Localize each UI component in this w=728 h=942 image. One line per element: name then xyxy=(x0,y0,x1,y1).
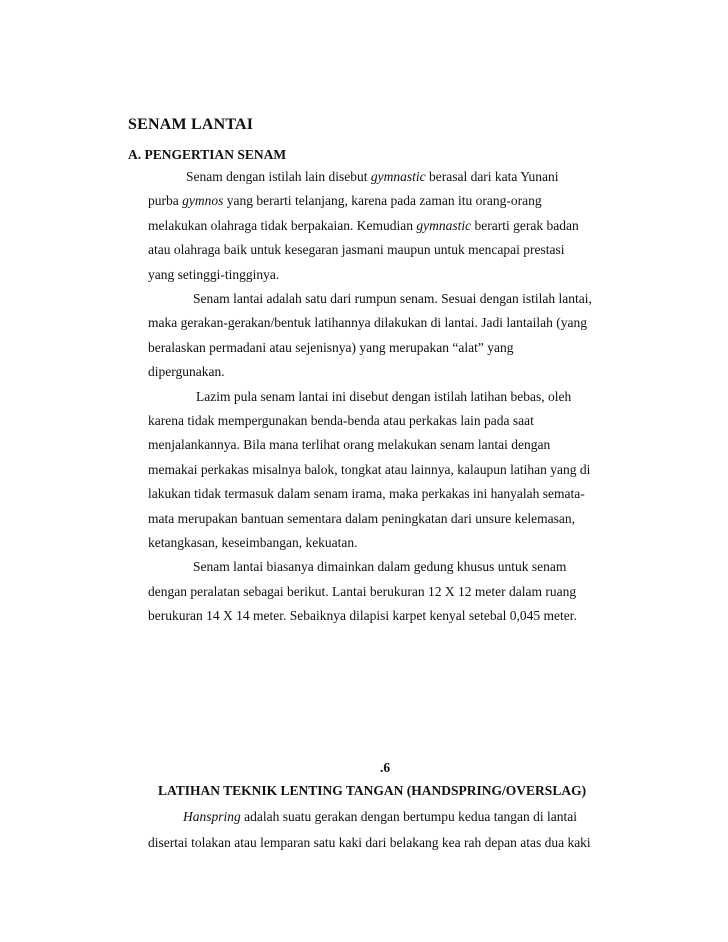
italic-term: gymnos xyxy=(182,193,224,209)
text-line xyxy=(148,436,550,454)
text-segment: adalah suatu gerakan dengan bertumpu kedua tangan di lantai xyxy=(240,809,578,824)
text-segment: beralaskan permadani atau sejenisnya) yang merupakan “alat” yang xyxy=(148,339,514,355)
text-line xyxy=(186,168,559,186)
section-heading: LATIHAN TEKNIK LENTING TANGAN (HANDSPRING/OVERSLAG) xyxy=(158,783,587,798)
page-number: .6 xyxy=(380,760,391,775)
text-segment: berasal dari kata Yunani xyxy=(425,169,559,184)
text-segment: melakukan olahraga tidak berpakaian. Kemudian xyxy=(148,217,417,233)
italic-term: gymnastic xyxy=(370,169,426,184)
text-segment: Lazim pula senam lantai ini disebut dengan istilah latihan bebas, oleh xyxy=(196,388,572,404)
text-line xyxy=(148,412,534,430)
text-line xyxy=(148,314,587,332)
text-segment: berukuran 14 X 14 meter. Sebaiknya dilapisi karpet kenyal setebal 0,045 meter. xyxy=(148,608,577,624)
text-segment: atau olahraga baik untuk kesegaran jasmani maupun untuk mencapai prestasi xyxy=(148,242,565,258)
text-segment: maka gerakan-gerakan/bentuk latihannya dilakukan di lantai. Jadi lantailah (yang xyxy=(148,315,587,331)
text-segment: menjalankannya. Bila mana terlihat orang melakukan senam lantai dengan xyxy=(148,437,551,453)
text-segment: ketangkasan, keseimbangan, kekuatan. xyxy=(148,535,358,550)
text-line xyxy=(148,461,590,479)
document-title: SENAM LANTAI xyxy=(128,116,254,133)
text-line xyxy=(148,217,579,235)
text-line xyxy=(148,363,225,381)
text-line xyxy=(193,558,566,576)
text-line xyxy=(148,241,564,259)
text-line xyxy=(193,290,592,308)
text-segment: disertai tolakan atau lemparan satu kaki dari belakang kea rah depan atas dua kaki xyxy=(148,835,591,850)
text-segment: berarti gerak badan xyxy=(471,217,579,233)
text-segment: dengan peralatan sebagai berikut. Lantai berukuran 12 X 12 meter dalam ruang xyxy=(148,583,577,599)
text-segment: memakai perkakas misalnya balok, tongkat atau lainnya, kalaupun latihan yang di xyxy=(148,461,591,477)
text-segment: yang setinggi-tingginya. xyxy=(148,266,280,282)
text-line xyxy=(148,510,575,528)
text-line xyxy=(148,834,591,852)
text-segment: yang berarti telanjang, karena pada zaman itu orang-orang xyxy=(223,193,542,209)
italic-term: Hanspring xyxy=(183,809,241,824)
text-line xyxy=(148,485,585,503)
text-segment: dipergunakan. xyxy=(148,364,225,380)
text-segment: purba xyxy=(148,193,183,209)
text-line xyxy=(148,192,542,210)
text-line xyxy=(148,339,513,357)
text-segment: Senam lantai biasanya dimainkan dalam gedung khusus untuk senam xyxy=(193,559,567,575)
text-segment: mata merupakan bantuan sementara dalam peningkatan dari unsure kelemasan, xyxy=(148,510,575,526)
text-segment: lakukan tidak termasuk dalam senam irama, maka perkakas ini hanyalah semata- xyxy=(148,486,585,502)
text-line xyxy=(148,583,576,601)
italic-term: gymnastic xyxy=(416,217,472,233)
text-line xyxy=(196,388,571,406)
text-segment: karena tidak mempergunakan benda-benda atau perkakas lain pada saat xyxy=(148,413,534,428)
text-line xyxy=(148,534,358,552)
text-line xyxy=(148,266,279,284)
text-line xyxy=(183,808,577,826)
text-segment: Senam dengan istilah lain disebut xyxy=(186,169,371,184)
section-subtitle: A. PENGERTIAN SENAM xyxy=(128,147,287,162)
text-line xyxy=(148,607,577,625)
text-segment: Senam lantai adalah satu dari rumpun senam. Sesuai dengan istilah lantai, xyxy=(193,291,592,306)
